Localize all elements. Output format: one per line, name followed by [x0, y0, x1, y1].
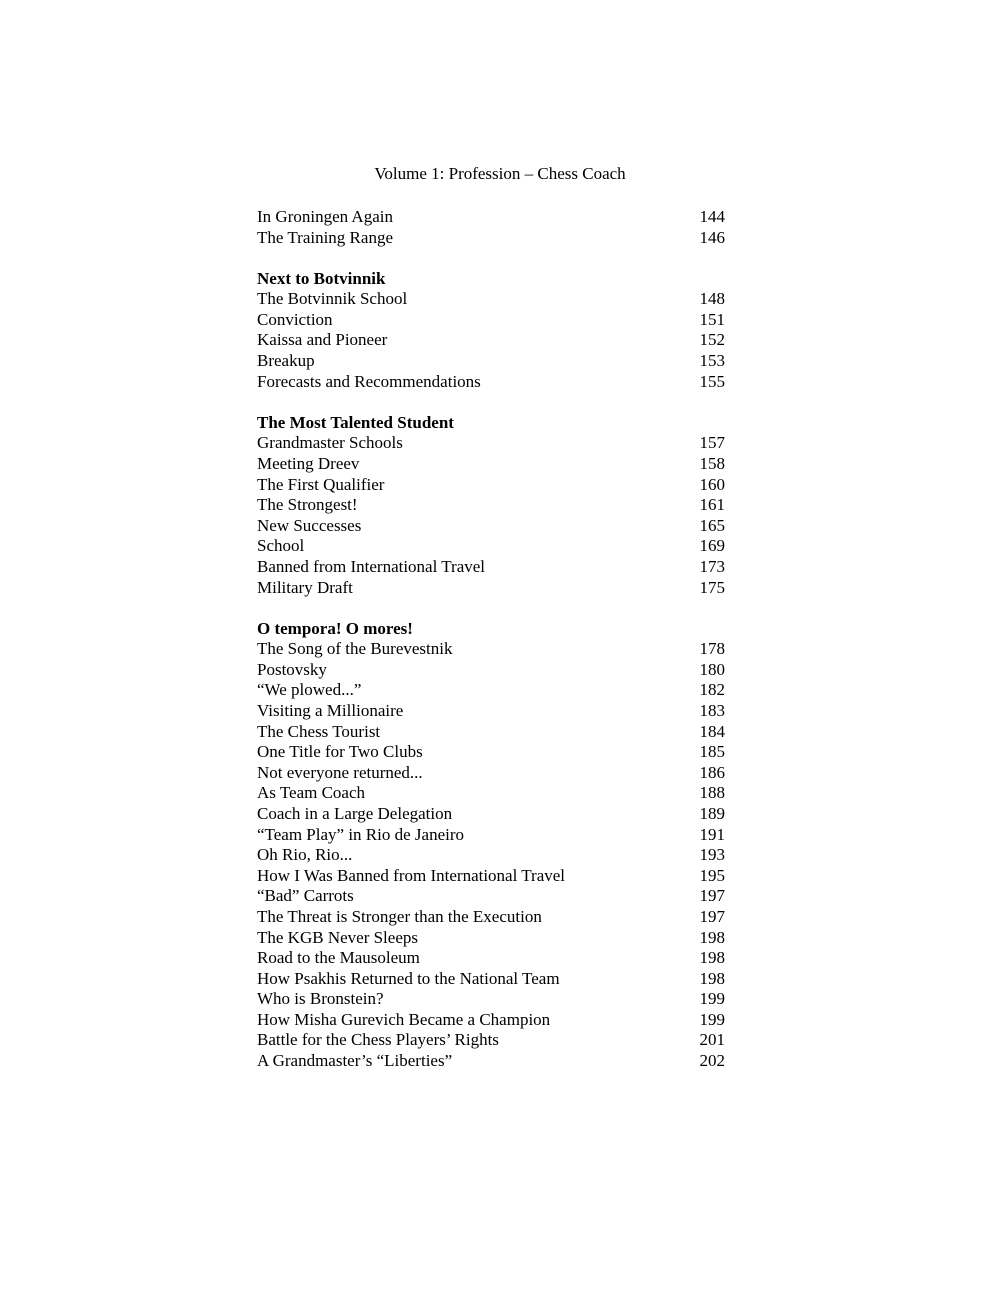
section-heading: The Most Talented Student [257, 412, 454, 432]
toc-entry-title: Battle for the Chess Players’ Rights [257, 1030, 499, 1050]
toc-entry [257, 207, 727, 228]
toc-entry [257, 845, 727, 866]
toc-entry [257, 804, 727, 825]
page-title: Volume 1: Profession – Chess Coach [374, 164, 626, 183]
toc-entry [257, 1010, 727, 1031]
toc-entry [257, 742, 727, 763]
toc-entry [257, 516, 727, 537]
toc-entry-page-number: 175 [699, 577, 725, 597]
toc-entry [257, 228, 727, 249]
toc-entry [257, 722, 727, 743]
toc-entry-title: Postovsky [257, 659, 327, 679]
toc-entry [257, 639, 727, 660]
toc-section [257, 413, 727, 598]
toc-entry-title: Coach in a Large Delegation [257, 803, 453, 823]
toc-entry-page-number: 188 [699, 783, 725, 803]
toc-entry-title: “Bad” Carrots [257, 886, 354, 906]
toc-entry-title: The Strongest! [257, 495, 358, 515]
toc-entry [257, 907, 727, 928]
toc-entry [257, 454, 727, 475]
toc-entry [257, 660, 727, 681]
toc-entry-page-number: 160 [699, 474, 725, 494]
toc-entry-title: Banned from International Travel [257, 556, 486, 576]
toc-entry-page-number: 144 [699, 207, 725, 226]
toc-entry-page-number: 199 [699, 989, 725, 1009]
toc-entry-page-number: 180 [699, 659, 725, 679]
toc-entry-title: School [257, 536, 305, 556]
toc-entry-page-number: 191 [699, 824, 725, 844]
toc-entry-page-number: 184 [699, 721, 725, 741]
toc-entry [257, 495, 727, 516]
toc-entry-page-number: 161 [699, 495, 725, 515]
toc-entry-page-number: 146 [699, 227, 725, 247]
toc-entry-title: Meeting Dreev [257, 453, 360, 473]
toc-entry-title: Forecasts and Recommendations [257, 371, 481, 391]
toc-entry-title: One Title for Two Clubs [257, 742, 423, 762]
toc-entry-page-number: 178 [699, 639, 725, 659]
toc-entry [257, 989, 727, 1010]
toc-entry-title: A Grandmaster’s “Liberties” [257, 1051, 453, 1071]
toc-entry-title: As Team Coach [257, 783, 366, 803]
toc-section [257, 619, 727, 1072]
toc-entry-page-number: 148 [699, 289, 725, 309]
toc-entry [257, 1051, 727, 1072]
toc-entry-page-number: 152 [699, 330, 725, 350]
toc-entry-title: Visiting a Millionaire [257, 700, 404, 720]
toc-entry-title: Oh Rio, Rio... [257, 845, 353, 865]
toc-entry [257, 763, 727, 784]
toc-entry-title: The KGB Never Sleeps [257, 927, 418, 947]
toc-entry-title: Conviction [257, 309, 333, 329]
toc-entry [257, 557, 727, 578]
toc-entry [257, 330, 727, 351]
toc-entry-page-number: 202 [699, 1051, 725, 1071]
toc-entry-title: In Groningen Again [257, 207, 393, 226]
toc-entry-page-number: 182 [699, 680, 725, 700]
toc-entry-title: The Song of the Burevestnik [257, 639, 453, 659]
toc-entry-title: Grandmaster Schools [257, 433, 403, 453]
toc-entry [257, 928, 727, 949]
toc-entry-page-number: 199 [699, 1009, 725, 1029]
toc-entry-page-number: 198 [699, 948, 725, 968]
toc-entry-page-number: 197 [699, 906, 725, 926]
toc-entry-title: Kaissa and Pioneer [257, 330, 388, 350]
toc-entry-title: New Successes [257, 515, 362, 535]
toc-entry-title: Who is Bronstein? [257, 989, 384, 1009]
toc-entry [257, 948, 727, 969]
toc-entry [257, 433, 727, 454]
toc-entry [257, 969, 727, 990]
toc-entry-title: The Botvinnik School [257, 289, 408, 309]
table-of-contents [257, 207, 727, 1092]
toc-entry [257, 475, 727, 496]
toc-entry-title: The First Qualifier [257, 474, 385, 494]
toc-entry-page-number: 185 [699, 742, 725, 762]
toc-entry-page-number: 157 [699, 433, 725, 453]
toc-entry-title: Breakup [257, 351, 315, 371]
toc-entry-title: How Misha Gurevich Became a Champion [257, 1009, 551, 1029]
toc-entry [257, 866, 727, 887]
toc-entry [257, 578, 727, 599]
toc-entry-page-number: 169 [699, 536, 725, 556]
toc-entry-title: The Chess Tourist [257, 721, 381, 741]
toc-entry [257, 783, 727, 804]
toc-entry [257, 1030, 727, 1051]
toc-entry-title: The Training Range [257, 227, 393, 247]
toc-entry-page-number: 186 [699, 762, 725, 782]
toc-entry-title: How I Was Banned from International Travel [257, 865, 566, 885]
toc-entry [257, 680, 727, 701]
toc-entry [257, 351, 727, 372]
toc-section [257, 207, 727, 248]
toc-entry-page-number: 198 [699, 968, 725, 988]
toc-entry-page-number: 153 [699, 351, 725, 371]
section-heading: O tempora! O mores! [257, 618, 413, 638]
toc-entry-title: Military Draft [257, 577, 353, 597]
toc-entry-title: Road to the Mausoleum [257, 948, 420, 968]
toc-entry [257, 310, 727, 331]
toc-entry [257, 701, 727, 722]
toc-entry [257, 536, 727, 557]
toc-entry-page-number: 197 [699, 886, 725, 906]
toc-entry-page-number: 193 [699, 845, 725, 865]
toc-section [257, 269, 727, 393]
toc-entry [257, 886, 727, 907]
toc-entry-page-number: 151 [699, 309, 725, 329]
toc-entry-page-number: 155 [699, 371, 725, 391]
toc-entry-page-number: 198 [699, 927, 725, 947]
toc-entry-title: “We plowed...” [257, 680, 362, 700]
toc-entry-page-number: 201 [699, 1030, 725, 1050]
toc-entry-page-number: 158 [699, 453, 725, 473]
toc-entry-title: The Threat is Stronger than the Execution [257, 906, 542, 926]
toc-entry [257, 289, 727, 310]
toc-entry-page-number: 173 [699, 556, 725, 576]
toc-entry [257, 825, 727, 846]
toc-entry-page-number: 183 [699, 700, 725, 720]
toc-entry-title: “Team Play” in Rio de Janeiro [257, 824, 464, 844]
toc-entry-page-number: 195 [699, 865, 725, 885]
section-heading: Next to Botvinnik [257, 268, 386, 288]
toc-entry-page-number: 165 [699, 515, 725, 535]
toc-entry-title: Not everyone returned... [257, 762, 423, 782]
toc-entry-title: How Psakhis Returned to the National Team [257, 968, 560, 988]
toc-entry-page-number: 189 [699, 803, 725, 823]
toc-entry [257, 372, 727, 393]
